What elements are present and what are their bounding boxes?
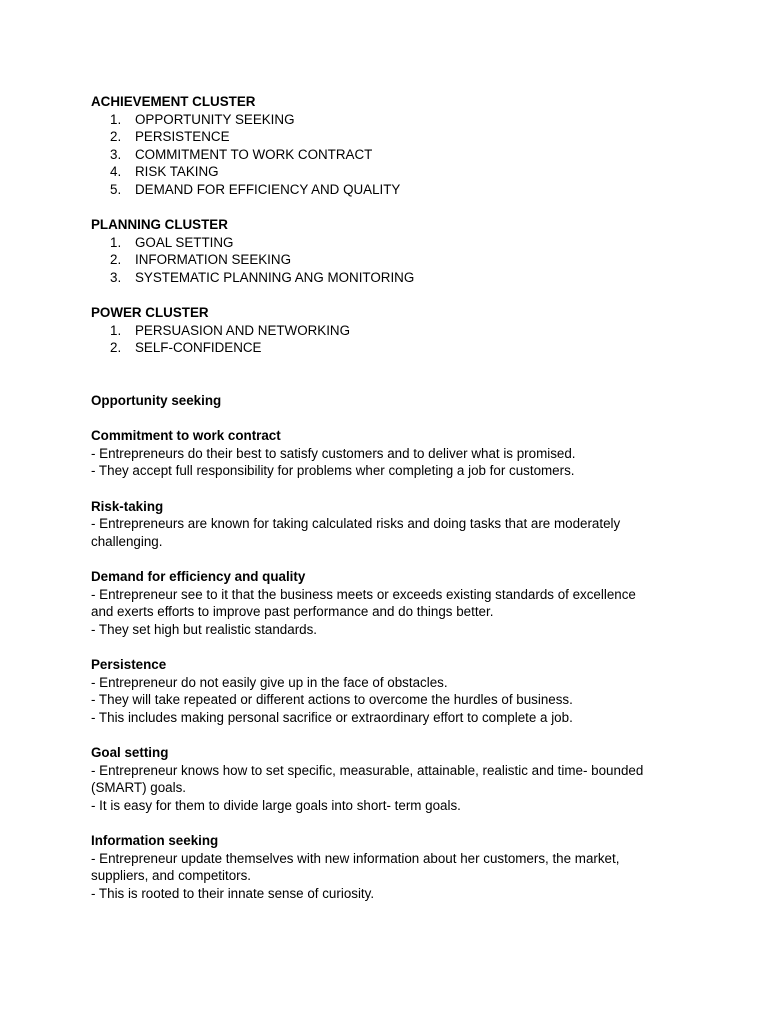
section-heading: Opportunity seeking [91,393,222,409]
section-line: - This includes making personal sacrifice or extraordinary effort to complete a job. [91,709,573,725]
spacer [91,550,681,568]
list-item [91,163,681,181]
spacer [91,480,681,498]
spacer [91,814,681,832]
section-line: and exerts efforts to improve past performance and do things better. [91,604,494,620]
list-number: 1. [110,234,122,250]
list-number: 2. [110,340,122,356]
cluster-planning [91,216,681,286]
list-item-text: SELF-CONFIDENCE [135,340,262,356]
spacer [91,287,681,305]
section-line: - They set high but realistic standards. [91,621,318,637]
cluster-list [91,234,681,287]
cluster-list [91,111,681,199]
list-item-text: OPPORTUNITY SEEKING [135,111,295,127]
section-risk-taking [91,498,681,551]
list-item-text: COMMITMENT TO WORK CONTRACT [135,146,373,162]
section-heading: Demand for efficiency and quality [91,569,306,585]
section-line: suppliers, and competitors. [91,868,252,884]
section-line: - It is easy for them to divide large goals into short- term goals. [91,797,461,813]
section-line: - Entrepreneurs are known for taking calculated risks and doing tasks that are moderately [91,516,621,532]
list-item [91,181,681,199]
spacer [91,726,681,744]
section-heading: Commitment to work contract [91,428,281,444]
list-item [91,128,681,146]
section-heading: Persistence [91,657,167,672]
list-item [91,146,681,164]
list-item [91,322,681,340]
cluster-power [91,304,681,357]
section-information-seeking [91,832,681,902]
list-item-text: SYSTEMATIC PLANNING ANG MONITORING [135,269,415,285]
list-number: 4. [110,164,122,180]
list-item-text: DEMAND FOR EFFICIENCY AND QUALITY [135,181,401,197]
spacer [91,199,681,217]
section-line: - They accept full responsibility for problems wher completing a job for customers. [91,463,575,479]
list-item [91,339,681,357]
section-efficiency-quality [91,568,681,638]
cluster-achievement [91,93,681,199]
list-item-text: PERSUASION AND NETWORKING [135,322,351,338]
list-item-text: RISK TAKING [135,164,219,180]
cluster-heading: PLANNING CLUSTER [91,217,228,233]
section-heading: Risk-taking [91,498,164,514]
list-item-text: GOAL SETTING [135,234,234,250]
spacer [91,638,681,656]
section-line: - Entrepreneur update themselves with new information about her customers, the market, [91,850,620,866]
spacer [91,357,681,392]
document-page [91,93,681,902]
list-item [91,269,681,287]
section-line: - They will take repeated or different actions to overcome the hurdles of business. [91,692,573,708]
list-item-text: PERSISTENCE [135,129,230,145]
list-number: 1. [110,111,122,127]
list-item [91,251,681,269]
section-line: - Entrepreneur do not easily give up in the face of obstacles. [91,674,448,690]
list-item-text: INFORMATION SEEKING [135,252,291,268]
list-number: 3. [110,269,122,285]
section-heading: Goal setting [91,744,169,760]
section-line: - This is rooted to their innate sense of curiosity. [91,885,375,901]
section-goal-setting [91,744,681,814]
section-commitment [91,427,681,480]
list-number: 1. [110,322,122,338]
cluster-list [91,322,681,357]
spacer [91,410,681,428]
section-line: - Entrepreneurs do their best to satisfy customers and to deliver what is promised. [91,445,576,461]
section-line: challenging. [91,533,163,549]
list-number: 2. [110,252,122,268]
section-line: - Entrepreneur knows how to set specific, measurable, attainable, realistic and time- bounded [91,762,644,778]
list-item [91,234,681,252]
section-line: - Entrepreneur see to it that the business meets or exceeds existing standards of excellence [91,586,636,602]
section-persistence [91,656,681,726]
cluster-heading: ACHIEVEMENT CLUSTER [91,94,256,109]
list-number: 3. [110,146,122,162]
section-opportunity-seeking [91,392,681,410]
section-heading: Information seeking [91,832,219,848]
cluster-heading: POWER CLUSTER [91,305,209,321]
list-item [91,111,681,129]
section-line: (SMART) goals. [91,780,186,796]
list-number: 5. [110,181,122,197]
list-number: 2. [110,129,122,145]
